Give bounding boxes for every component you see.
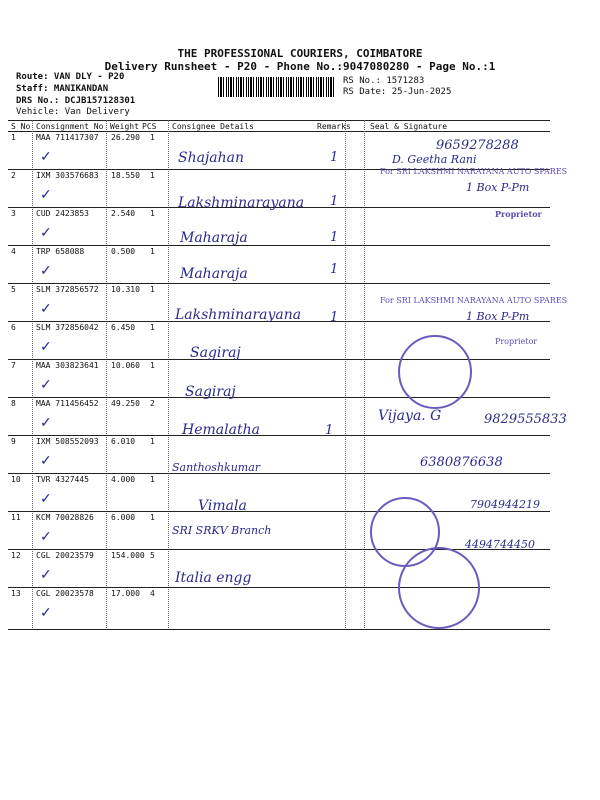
row-pcs: 1 [150, 133, 155, 142]
row-weight: 2.540 [111, 209, 136, 218]
hw-r10-name: Santhoshkumar [172, 461, 261, 474]
row-sno: 2 [11, 171, 16, 180]
row-weight: 0.500 [111, 247, 136, 256]
tick-mark: ✓ [40, 149, 52, 165]
hw-r3-name: Maharaja [180, 230, 248, 246]
tick-mark: ✓ [40, 529, 52, 545]
row-weight: 154.000 [111, 551, 145, 560]
hw-box-note: 1 Box P-Pm [466, 181, 530, 194]
row-pcs: 1 [150, 361, 155, 370]
hw-r1-phone: 9659278288 [436, 138, 519, 153]
remark-mark: 1 [330, 262, 339, 277]
row-pcs: 1 [150, 323, 155, 332]
tick-mark: ✓ [40, 415, 52, 431]
hw-r12-name: SRI SRKV Branch [172, 524, 272, 537]
row-consignment: MAA 711456452 [36, 399, 99, 408]
col-divider [32, 120, 33, 630]
row-weight: 10.060 [111, 361, 140, 370]
row-consignment: TRP 658088 [36, 247, 85, 256]
hw-r8-name: Sagiraj [185, 384, 236, 400]
hw-r1-signature: D. Geetha Rani [392, 153, 477, 166]
row-weight: 6.000 [111, 513, 136, 522]
proprietor-stamp: Proprietor [495, 209, 542, 219]
route-label: Route: VAN DLY - P20 [16, 72, 125, 82]
tick-mark: ✓ [40, 453, 52, 469]
row-weight: 17.000 [111, 589, 140, 598]
round-seal-spares [398, 335, 472, 409]
hw-r9-phone: 9829555833 [484, 412, 567, 427]
col-pcs: PCS [142, 122, 157, 131]
hw-r9-name: Hemalatha [182, 422, 260, 438]
hw-r10-phone: 6380876638 [420, 455, 503, 470]
row-weight: 10.310 [111, 285, 140, 294]
hw-r5-name: Lakshminarayana [175, 307, 302, 323]
col-weight: Weight [110, 122, 139, 131]
hw-r12-phone: 4494744450 [465, 538, 535, 551]
row-consignment: CUD 2423853 [36, 209, 89, 218]
rs-no: RS No.: 1571283 [343, 76, 425, 86]
row-weight: 26.290 [111, 133, 140, 142]
row-weight: 6.010 [111, 437, 136, 446]
round-seal-engineering [398, 547, 480, 629]
tick-mark: ✓ [40, 263, 52, 279]
row-pcs: 1 [150, 285, 155, 294]
row-pcs: 2 [150, 399, 155, 408]
row-weight: 6.450 [111, 323, 136, 332]
row-weight: 49.250 [111, 399, 140, 408]
row-consignment: CGL 20023579 [36, 551, 94, 560]
row-consignment: TVR 4327445 [36, 475, 89, 484]
store-stamp: For SRI LAKSHMI NARAYANA AUTO SPARES [380, 167, 568, 176]
tick-mark: ✓ [40, 377, 52, 393]
rs-date: RS Date: 25-Jun-2025 [343, 87, 452, 97]
row-sno: 5 [11, 285, 16, 294]
hw-r13-name: Italia engg [175, 570, 252, 586]
col-consignee: Consignee Details [172, 122, 254, 131]
col-divider [168, 120, 169, 630]
tick-mark: ✓ [40, 339, 52, 355]
col-divider [364, 120, 365, 630]
row-pcs: 5 [150, 551, 155, 560]
row-divider [8, 435, 550, 436]
hw-r4-name: Maharaja [180, 266, 248, 282]
row-divider [8, 283, 550, 284]
proprietor-stamp-2: Proprietor [495, 337, 538, 346]
row-sno: 8 [11, 399, 16, 408]
row-consignment: SLM 372856572 [36, 285, 99, 294]
row-pcs: 1 [150, 513, 155, 522]
tick-mark: ✓ [40, 301, 52, 317]
row-consignment: CGL 20023578 [36, 589, 94, 598]
row-divider [8, 245, 550, 246]
drs-label: DRS No.: DCJB157128301 [16, 96, 136, 106]
row-pcs: 1 [150, 437, 155, 446]
row-sno: 12 [11, 551, 21, 560]
hw-r2-name: Lakshminarayana [178, 195, 305, 211]
row-consignment: MAA 303823641 [36, 361, 99, 370]
remark-mark: 1 [330, 230, 339, 245]
barcode [218, 77, 336, 97]
tick-mark: ✓ [40, 491, 52, 507]
row-sno: 7 [11, 361, 16, 370]
runsheet-title: Delivery Runsheet - P20 - Phone No.:9047080280 - Page No.:1 [104, 60, 496, 73]
col-seal: Seal & Signature [370, 122, 448, 131]
row-consignment: KCM 70028826 [36, 513, 94, 522]
row-pcs: 1 [150, 247, 155, 256]
row-consignment: SLM 372856042 [36, 323, 99, 332]
remark-mark: 1 [330, 194, 339, 209]
col-consignment: Consignment No [36, 122, 104, 131]
hw-r7-name: Sagiraj [190, 345, 241, 361]
row-pcs: 4 [150, 589, 155, 598]
row-consignment: IXM 508552093 [36, 437, 99, 446]
row-divider [8, 473, 550, 474]
remark-mark: 1 [330, 310, 339, 325]
row-sno: 11 [11, 513, 21, 522]
tick-mark: ✓ [40, 567, 52, 583]
remark-mark: 1 [325, 423, 334, 438]
row-weight: 18.550 [111, 171, 140, 180]
hw-r9-signature: Vijaya. G [378, 408, 442, 424]
row-sno: 9 [11, 437, 16, 446]
tick-mark: ✓ [40, 605, 52, 621]
row-divider [8, 511, 550, 512]
tick-mark: ✓ [40, 187, 52, 203]
hw-r1-name: Shajahan [178, 150, 245, 166]
col-remarks: Remarks [317, 122, 351, 131]
table-top-line [8, 120, 550, 121]
col-divider [345, 120, 346, 630]
table-header-line [8, 131, 550, 132]
row-sno: 1 [11, 133, 16, 142]
row-pcs: 1 [150, 171, 155, 180]
row-sno: 3 [11, 209, 16, 218]
row-sno: 6 [11, 323, 16, 332]
col-sno: S No [11, 122, 31, 131]
staff-label: Staff: MANIKANDAN [16, 84, 109, 94]
row-pcs: 1 [150, 209, 155, 218]
row-sno: 10 [11, 475, 21, 484]
row-consignment: IXM 303576683 [36, 171, 99, 180]
hw-r11-name: Vimala [198, 498, 247, 514]
vehicle-label: Vehicle: Van Delivery [16, 107, 130, 117]
row-divider [8, 397, 550, 398]
store-stamp-2: For SRI LAKSHMI NARAYANA AUTO SPARES [380, 296, 568, 305]
row-sno: 13 [11, 589, 21, 598]
tick-mark: ✓ [40, 225, 52, 241]
col-divider [106, 120, 107, 630]
company-title: THE PROFESSIONAL COURIERS, COIMBATORE [177, 47, 423, 60]
row-pcs: 1 [150, 475, 155, 484]
table-bottom-line [8, 629, 550, 630]
row-weight: 4.000 [111, 475, 136, 484]
remark-mark: 1 [330, 150, 339, 165]
hw-box-note-2: 1 Box P-Pm [466, 310, 530, 323]
row-sno: 4 [11, 247, 16, 256]
row-consignment: MAA 711417307 [36, 133, 99, 142]
hw-r11-phone: 7904944219 [470, 498, 540, 511]
